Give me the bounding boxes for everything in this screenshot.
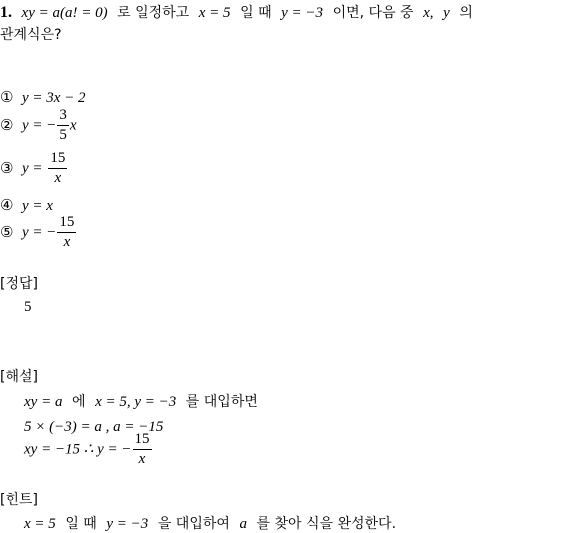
exp-expr-2: x = 5, y = −3 bbox=[95, 394, 177, 410]
option-4-expr: y = x bbox=[22, 198, 53, 214]
option-1 bbox=[0, 88, 86, 107]
q-text-3: 이면, 다음 중 bbox=[332, 5, 414, 21]
option-1-mark: ① bbox=[0, 88, 14, 106]
exp-text-1: 에 bbox=[71, 394, 86, 410]
hint-expr-2: y = −3 bbox=[106, 516, 149, 532]
exp-expr-3: 5 × (−3) = a , a = −15 bbox=[24, 419, 164, 435]
option-2-lhs: y = − bbox=[22, 117, 57, 134]
option-2-den: 5 bbox=[59, 127, 67, 143]
hint-text-1: 일 때 bbox=[65, 516, 97, 532]
option-2-num: 3 bbox=[57, 108, 69, 126]
question-line-1 bbox=[0, 2, 473, 22]
option-3-num: 15 bbox=[48, 151, 67, 169]
q-text-2: 일 때 bbox=[240, 5, 272, 21]
hint-line bbox=[0, 513, 396, 533]
option-5-den: x bbox=[63, 234, 71, 250]
option-3-lhs: y = bbox=[22, 160, 43, 177]
q-expr-4: x, bbox=[423, 5, 434, 21]
exp-fraction bbox=[133, 432, 152, 467]
explanation-line-1 bbox=[0, 391, 258, 411]
option-5-lhs: y = − bbox=[22, 224, 57, 241]
hint-text-2: 을 대입하여 bbox=[157, 516, 230, 532]
exp-expr-4: xy = −15 ∴ y = − bbox=[24, 441, 132, 458]
option-3-mark: ③ bbox=[0, 158, 14, 177]
q-expr-1: xy = a(a! = 0) bbox=[21, 5, 108, 21]
option-2-fraction bbox=[57, 108, 69, 143]
option-5-fraction bbox=[57, 215, 76, 250]
hint-label: [힌트] bbox=[0, 492, 38, 508]
explanation-line-3 bbox=[0, 432, 153, 467]
option-3-den: x bbox=[54, 170, 62, 186]
exp-num: 15 bbox=[133, 432, 152, 450]
option-1-expr: y = 3x − 2 bbox=[22, 90, 86, 106]
exp-text-2: 를 대입하면 bbox=[185, 394, 258, 410]
hint-expr-1: x = 5 bbox=[24, 516, 56, 532]
question-line-2: 관계식은? bbox=[0, 27, 62, 43]
option-4 bbox=[0, 196, 53, 215]
option-5-mark: ⑤ bbox=[0, 222, 14, 241]
q-text-1: 로 일정하고 bbox=[117, 5, 190, 21]
answer-label: [정답] bbox=[0, 276, 38, 292]
option-3-fraction bbox=[48, 151, 67, 186]
option-5 bbox=[0, 215, 77, 250]
answer-value: 5 bbox=[24, 299, 32, 315]
hint-expr-3: a bbox=[239, 516, 247, 532]
exp-den: x bbox=[138, 451, 146, 467]
q-expr-5: y bbox=[443, 5, 450, 21]
option-2 bbox=[0, 108, 77, 143]
option-2-mark: ② bbox=[0, 115, 14, 134]
option-4-mark: ④ bbox=[0, 196, 14, 214]
option-5-num: 15 bbox=[57, 215, 76, 233]
hint-text-3: 를 찾아 식을 완성한다. bbox=[256, 516, 397, 532]
q-text-4: 의 bbox=[459, 5, 473, 21]
option-3 bbox=[0, 151, 68, 186]
q-expr-3: y = −3 bbox=[281, 5, 324, 21]
option-2-tail: x bbox=[69, 117, 77, 134]
q-expr-2: x = 5 bbox=[198, 5, 231, 21]
question-number: 1. bbox=[0, 4, 12, 21]
explanation-label: [해설] bbox=[0, 369, 38, 385]
exp-expr-1: xy = a bbox=[24, 394, 63, 410]
